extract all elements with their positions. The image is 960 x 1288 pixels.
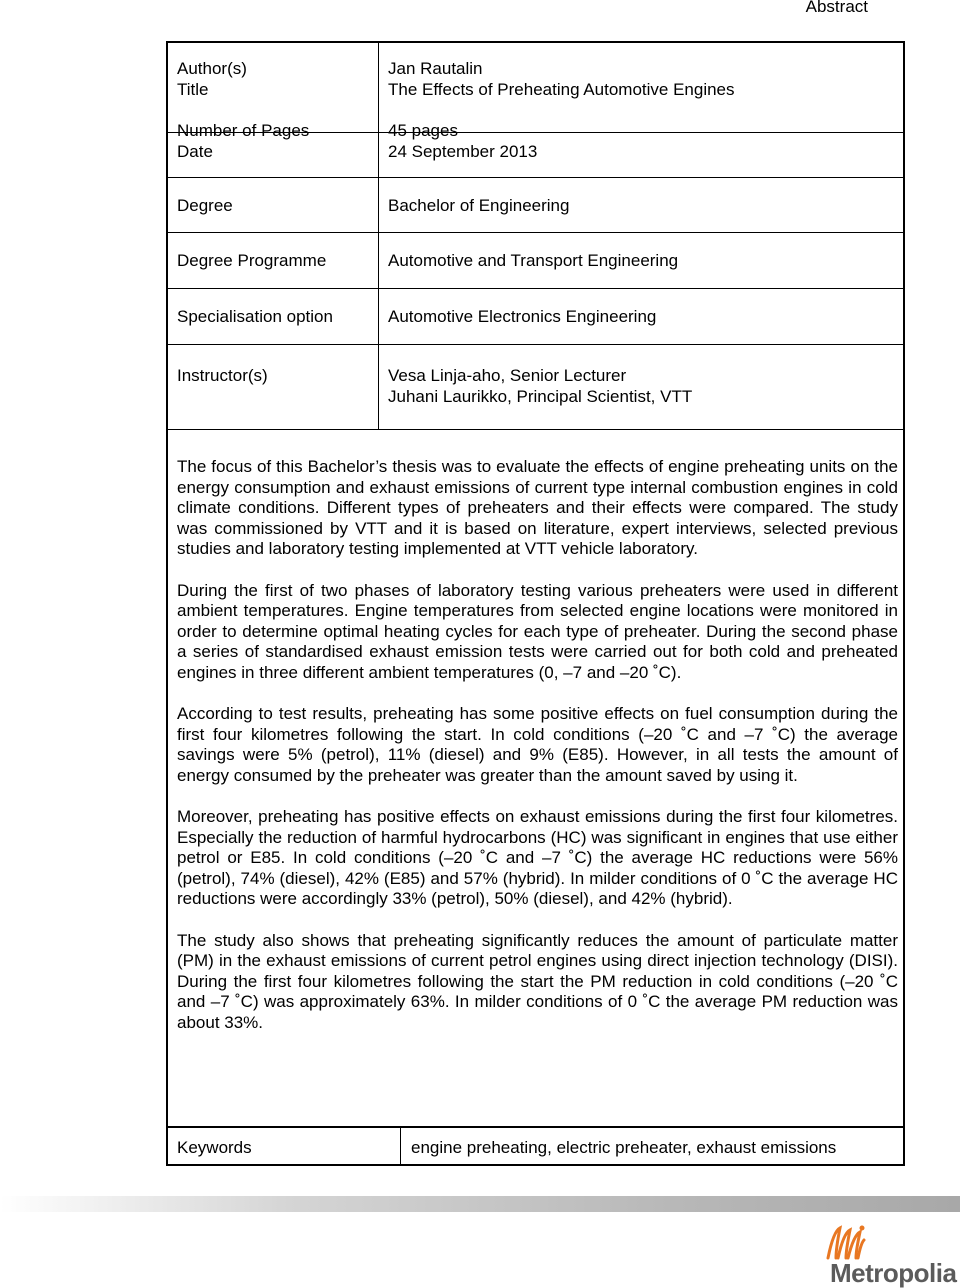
degree-value: Bachelor of Engineering bbox=[388, 196, 570, 215]
specialisation-label: Specialisation option bbox=[177, 307, 333, 326]
specialisation-value: Automotive Electronics Engineering bbox=[388, 307, 657, 326]
degree-label: Degree bbox=[177, 196, 233, 215]
keywords-label: Keywords bbox=[177, 1138, 252, 1157]
row-author-title bbox=[168, 43, 903, 133]
pages-value: 45 pages bbox=[388, 121, 458, 140]
footer-gradient-band bbox=[0, 1196, 960, 1212]
abstract-paragraph-4: Moreover, preheating has positive effects on exhaust emissions during the first four kilometres. Especially the reduction of harmful hydrocarbons (HC) was significant in engines that use either petrol or E85. In cold conditions (–20 ˚C and –7 ˚C) the average HC reductions were 56% (petrol), 74% (diesel), 42% (E85) and 57% (hybrid). In milder conditions of 0 ˚C the average HC reductions were accordingly 33% (petrol), 50% (diesel), and 42% (hybrid). bbox=[177, 807, 898, 909]
abstract-paragraph-1: The focus of this Bachelor’s thesis was to evaluate the effects of engine preheating units on the energy consumption and exhaust emissions of current type internal combustion engines in cold climate conditions. Different types of preheaters and their effects were compared. The study was commissioned by VTT and it is based on literature, expert interviews, selected previous studies and laboratory testing implemented at VTT vehicle laboratory. bbox=[177, 457, 898, 559]
date-label: Date bbox=[177, 141, 213, 161]
programme-label: Degree Programme bbox=[177, 251, 327, 270]
programme-value: Automotive and Transport Engineering bbox=[388, 251, 679, 270]
keywords-value: engine preheating, electric preheater, exhaust emissions bbox=[411, 1138, 837, 1157]
instructor-2: Juhani Laurikko, Principal Scientist, VTT bbox=[388, 386, 693, 406]
row-pages-date bbox=[168, 121, 903, 177]
abstract-table bbox=[166, 41, 905, 1166]
author-value: Jan Rautalin bbox=[388, 59, 483, 78]
abstract-paragraph-2: During the first of two phases of laboratory testing various preheaters were used in different ambient temperatures. Engine temperatures from selected engine locations were monitored in order to determine optimal heating cycles for each type of preheater. During the second phase a series of standardised exhaust emission tests were carried out for both cold and preheated engines in three different ambient temperatures (0, –7 and –20 ˚C). bbox=[177, 580, 898, 682]
abstract-body bbox=[177, 457, 898, 1054]
date-value: 24 September 2013 bbox=[388, 141, 538, 161]
row-instructors bbox=[168, 345, 903, 430]
title-value: The Effects of Preheating Automotive Engines bbox=[388, 79, 735, 99]
keywords-row bbox=[168, 1126, 903, 1166]
instructor-1: Vesa Linja-aho, Senior Lecturer bbox=[388, 366, 627, 385]
page-header-label: Abstract bbox=[805, 0, 868, 16]
row-degree bbox=[168, 178, 903, 233]
metropolia-logo-text: Metropolia bbox=[830, 1258, 957, 1288]
keywords-divider bbox=[400, 1128, 401, 1166]
abstract-paragraph-3: According to test results, preheating has some positive effects on fuel consumption during the first four kilometres following the start. In cold conditions (–20 ˚C and –7 ˚C) the average savings were 5% (petrol), 11% (diesel) and 9% (E85). However, in all tests the amount of energy consumed by the preheater was greater than the amount saved by using it. bbox=[177, 704, 898, 785]
pages-label: Number of Pages bbox=[177, 121, 310, 140]
abstract-paragraph-5: The study also shows that preheating significantly reduces the amount of particulate matter (PM) in the exhaust emissions of current petrol engines using direct injection technology (DISI). During the first four kilometres following the start the PM reduction in cold conditions (–20 ˚C and –7 ˚C) was approximately 63%. In milder conditions of 0 ˚C the average PM reduction was about 33%. bbox=[177, 930, 898, 1033]
instructors-label: Instructor(s) bbox=[177, 366, 268, 385]
title-label: Title bbox=[177, 79, 209, 99]
row-programme bbox=[168, 233, 903, 289]
author-label: Author(s) bbox=[177, 59, 247, 78]
row-specialisation bbox=[168, 289, 903, 345]
